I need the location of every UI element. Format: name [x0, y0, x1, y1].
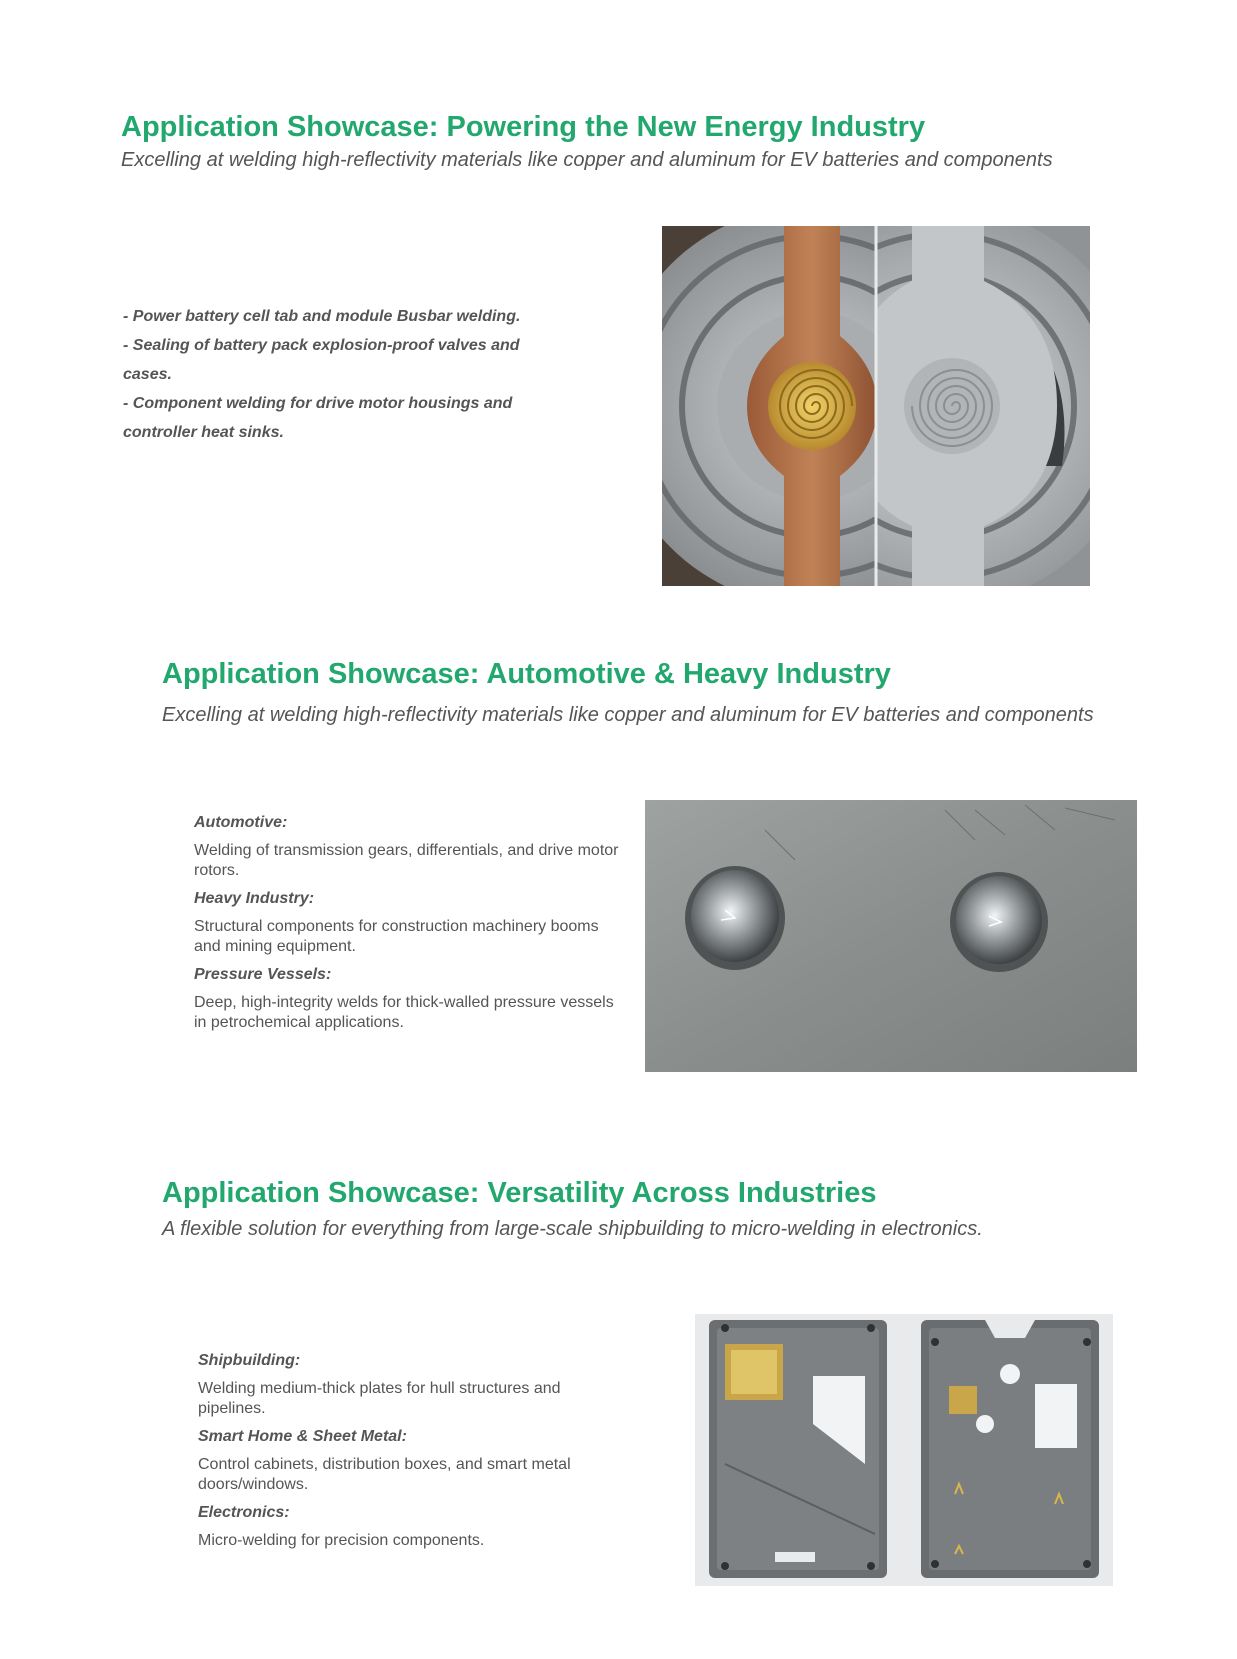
bullet-line: - Power battery cell tab and module Busbar welding. [123, 308, 521, 325]
section1-subtitle: Excelling at welding high-reflectivity materials like copper and aluminum for EV batteries and components [121, 149, 1053, 171]
category-label: Shipbuilding: [198, 1352, 301, 1369]
plate-weld-photo [645, 800, 1137, 1072]
category-label: Heavy Industry: [194, 890, 315, 907]
bullet-line: controller heat sinks. [123, 424, 284, 441]
section3-subtitle: A flexible solution for everything from large-scale shipbuilding to micro-welding in electronics. [162, 1218, 983, 1240]
category-label: Pressure Vessels: [194, 966, 332, 983]
bullet-line: - Component welding for drive motor housings and [123, 395, 513, 412]
category-label: Smart Home & Sheet Metal: [198, 1428, 407, 1445]
section3-title: Application Showcase: Versatility Across Industries [162, 1177, 877, 1209]
category-label: Electronics: [198, 1504, 290, 1521]
section2-title: Application Showcase: Automotive & Heavy Industry [162, 658, 891, 690]
category-description: Welding of transmission gears, differentials, and drive motor rotors. [194, 842, 619, 879]
bullet-line: cases. [123, 366, 172, 383]
category-label: Automotive: [194, 814, 288, 831]
category-description: Welding medium-thick plates for hull structures and pipelines. [198, 1380, 561, 1417]
category-description: Structural components for construction machinery booms and mining equipment. [194, 918, 599, 955]
category-description: Micro-welding for precision components. [198, 1532, 485, 1549]
section1-bullet-list [123, 302, 563, 447]
electronics-frame-photo [695, 1314, 1113, 1586]
busbar-weld-photo [662, 226, 1090, 586]
section1-title: Application Showcase: Powering the New Energy Industry [121, 111, 926, 143]
bullet-line: - Sealing of battery pack explosion-proof valves and [123, 337, 520, 354]
section2-subtitle: Excelling at welding high-reflectivity materials like copper and aluminum for EV batteries and components [162, 704, 1094, 726]
category-description: Control cabinets, distribution boxes, and smart metal doors/windows. [198, 1456, 571, 1493]
category-description: Deep, high-integrity welds for thick-walled pressure vessels in petrochemical applications. [194, 994, 614, 1031]
section3-item-list [198, 1351, 618, 1559]
section2-item-list [194, 813, 624, 1041]
